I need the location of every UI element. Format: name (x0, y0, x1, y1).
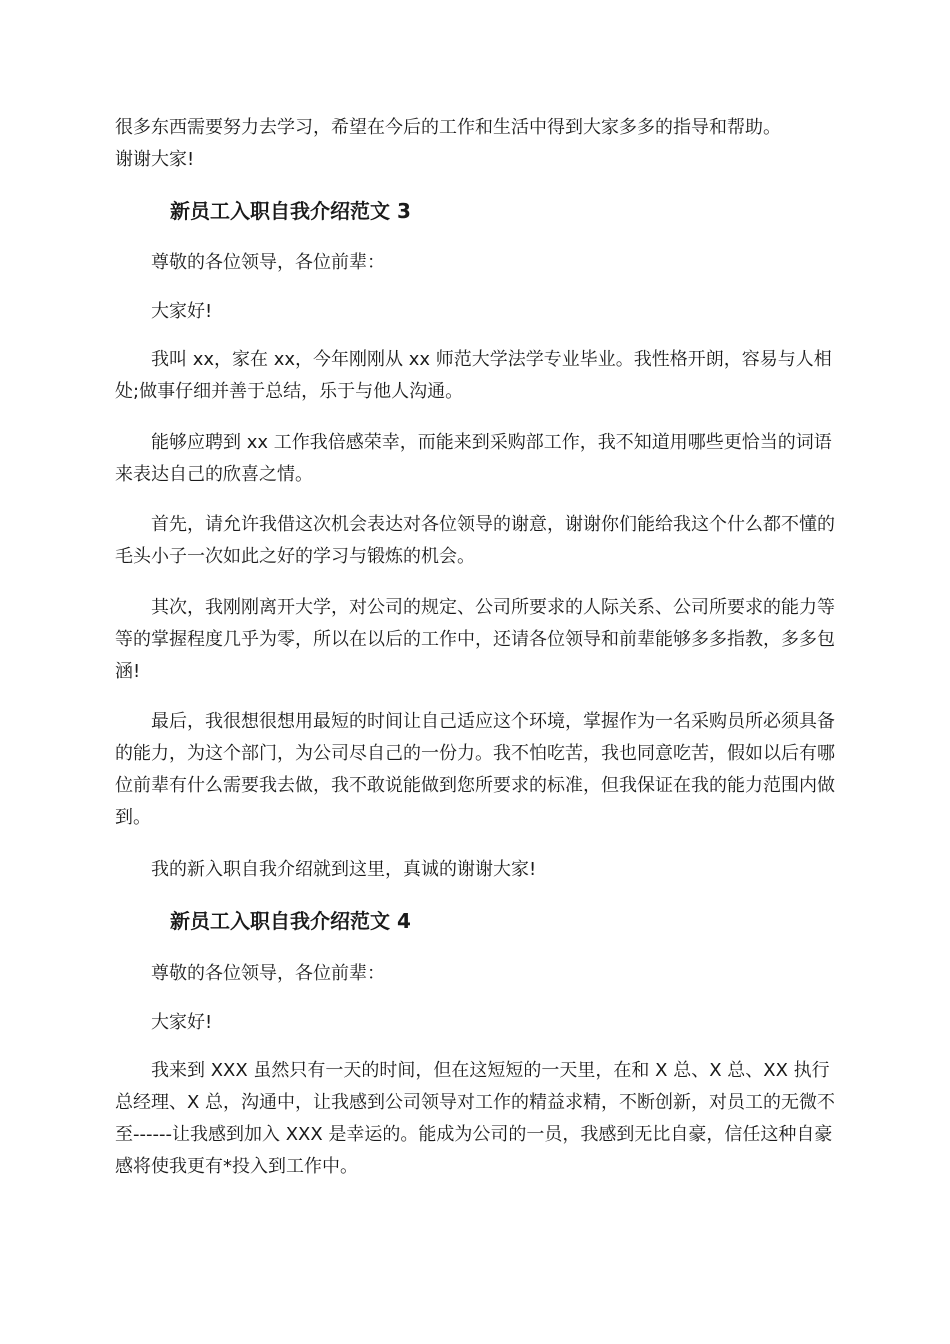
section-3-paragraph-2: 能够应聘到 xx 工作我倍感荣幸，而能来到采购部工作，我不知道用哪些更恰当的词语来表达自己的欣喜之情。 (115, 432, 832, 485)
section-4-greeting: 大家好! (151, 1012, 213, 1033)
intro-line-2: 谢谢大家! (115, 149, 195, 170)
section-3-paragraph-6: 我的新入职自我介绍就到这里，真诚的谢谢大家! (151, 859, 537, 880)
section-3-paragraph-3: 首先，请允许我借这次机会表达对各位领导的谢意，谢谢你们能给我这个什么都不懂的毛头小子一次如此之好的学习与锻炼的机会。 (115, 514, 835, 567)
section-4-salutation: 尊敬的各位领导，各位前辈： (151, 963, 385, 984)
section-3-paragraph-5: 最后，我很想很想用最短的时间让自己适应这个环境，掌握作为一名采购员所必须具备的能力，为这个部门，为公司尽自己的一份力。我不怕吃苦，我也同意吃苦，假如以后有哪位前辈有什么需要我去做，我不敢说能做到您所要求的标准，但我保证在我的能力范围内做到。 (115, 711, 835, 828)
intro-line-1: 很多东西需要努力去学习，希望在今后的工作和生活中得到大家多多的指导和帮助。 (115, 117, 781, 138)
section-4-paragraph-1: 我来到 XXX 虽然只有一天的时间，但在这短短的一天里，在和 X 总、X 总、XX 执行总经理、X 总，沟通中，让我感到公司领导对工作的精益求精，不断创新，对员工的无微不至------让我感到加入 XXX 是幸运的。能成为公司的一员，我感到无比自豪，信任这种自豪感将使我更有*投入到工作中。 (115, 1060, 836, 1177)
section-3-greeting: 大家好! (151, 301, 213, 322)
section-3-paragraph-4: 其次，我刚刚离开大学，对公司的规定、公司所要求的人际关系、公司所要求的能力等等的掌握程度几乎为零，所以在以后的工作中，还请各位领导和前辈能够多多指教，多多包涵! (115, 597, 835, 682)
section-3-title: 新员工入职自我介绍范文 3 (170, 199, 411, 223)
section-4-title: 新员工入职自我介绍范文 4 (170, 909, 411, 933)
section-3-paragraph-1: 我叫 xx，家在 xx，今年刚刚从 xx 师范大学法学专业毕业。我性格开朗，容易与人相处;做事仔细并善于总结，乐于与他人沟通。 (115, 349, 832, 402)
section-3-salutation: 尊敬的各位领导，各位前辈： (151, 252, 385, 273)
